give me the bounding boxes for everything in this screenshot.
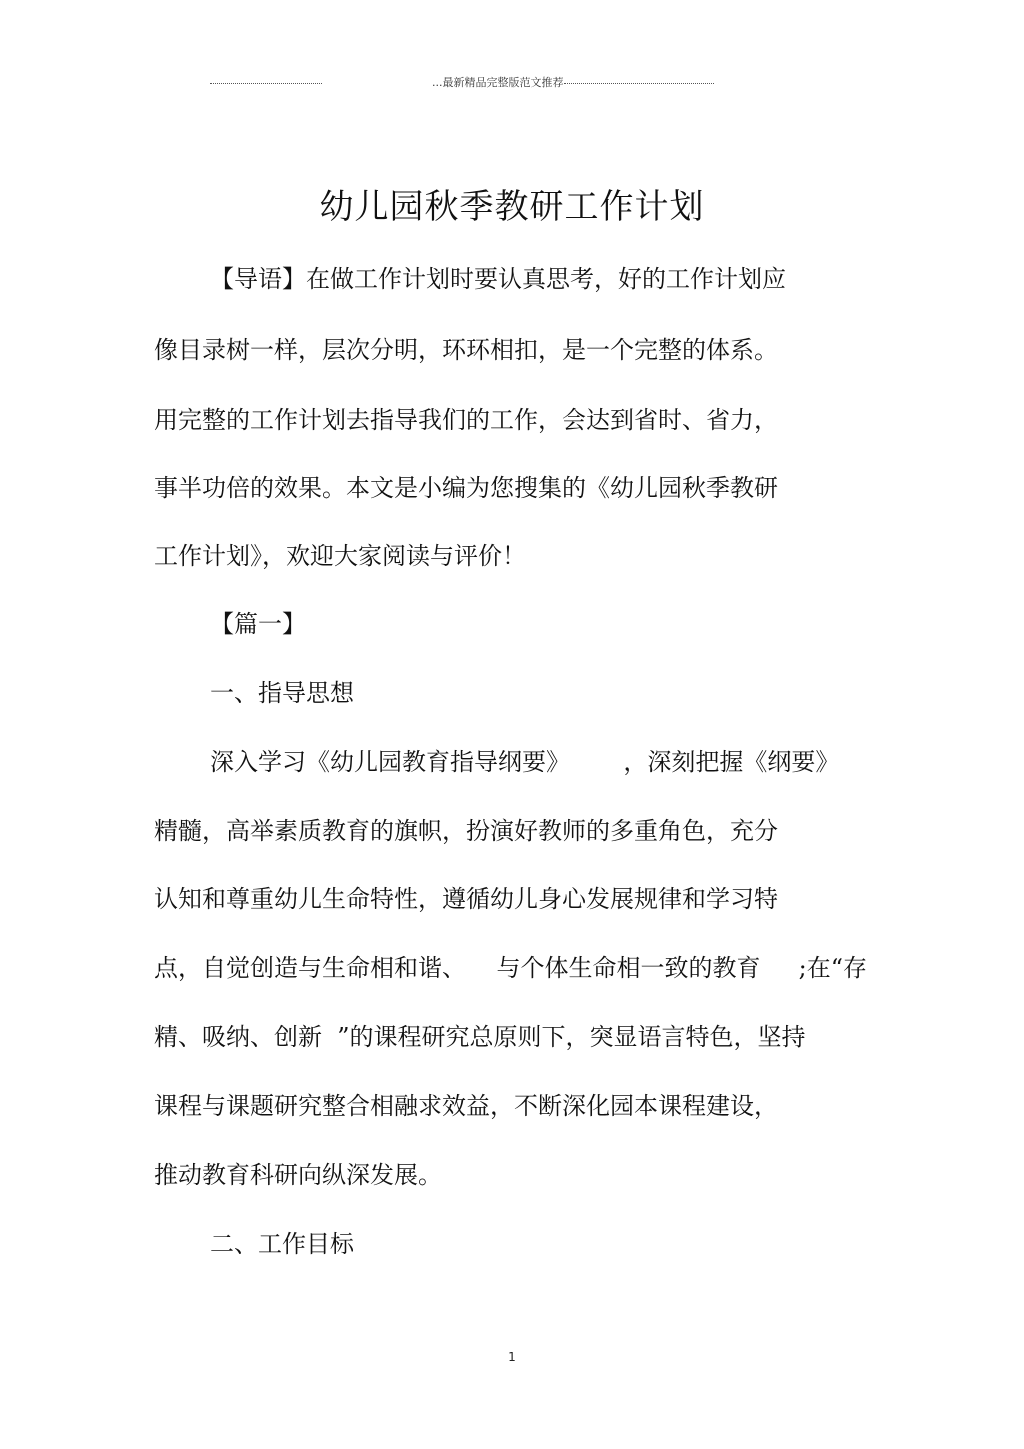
paragraph-line: 像目录树一样，层次分明，环环相扣，是一个完整的体系。 bbox=[154, 336, 778, 364]
paragraph-line: 事半功倍的效果。本文是小编为您搜集的《幼儿园秋季教研 bbox=[154, 474, 778, 502]
paragraph-line: 【导语】在做工作计划时要认真思考，好的工作计划应 bbox=[210, 265, 786, 293]
paragraph-line: 精、吸纳、创新 ”的课程研究总原则下，突显语言特色，坚持 bbox=[154, 1023, 806, 1051]
paragraph-line: 用完整的工作计划去指导我们的工作，会达到省时、省力， bbox=[154, 406, 778, 434]
paragraph-line: 精髓，高举素质教育的旗帜，扮演好教师的多重角色，充分 bbox=[154, 817, 778, 845]
paragraph-line: 点，自觉创造与生命相和谐、 与个体生命相一致的教育 ;在“存 bbox=[154, 954, 868, 982]
paragraph-line: 工作计划》，欢迎大家阅读与评价！ bbox=[154, 542, 526, 570]
section-heading: 【篇一】 bbox=[210, 610, 306, 638]
document-title: 幼儿园秋季教研工作计划 bbox=[319, 187, 705, 227]
page-number: 1 bbox=[508, 1350, 516, 1364]
header-dotted-rule-left bbox=[210, 83, 322, 84]
page-header bbox=[210, 72, 714, 92]
header-text: ...最新精品完整版范文推荐 bbox=[432, 76, 564, 89]
header-dotted-rule-right bbox=[564, 83, 715, 84]
section-heading: 二、工作目标 bbox=[210, 1230, 354, 1258]
paragraph-line: 课程与课题研究整合相融求效益，不断深化园本课程建设， bbox=[154, 1092, 778, 1120]
section-heading: 一、指导思想 bbox=[210, 679, 354, 707]
paragraph-line: 认知和尊重幼儿生命特性，遵循幼儿身心发展规律和学习特 bbox=[154, 885, 778, 913]
paragraph-line: 深入学习《幼儿园教育指导纲要》 ，深刻把握《纲要》 bbox=[210, 748, 840, 776]
paragraph-line: 推动教育科研向纵深发展。 bbox=[154, 1161, 442, 1189]
